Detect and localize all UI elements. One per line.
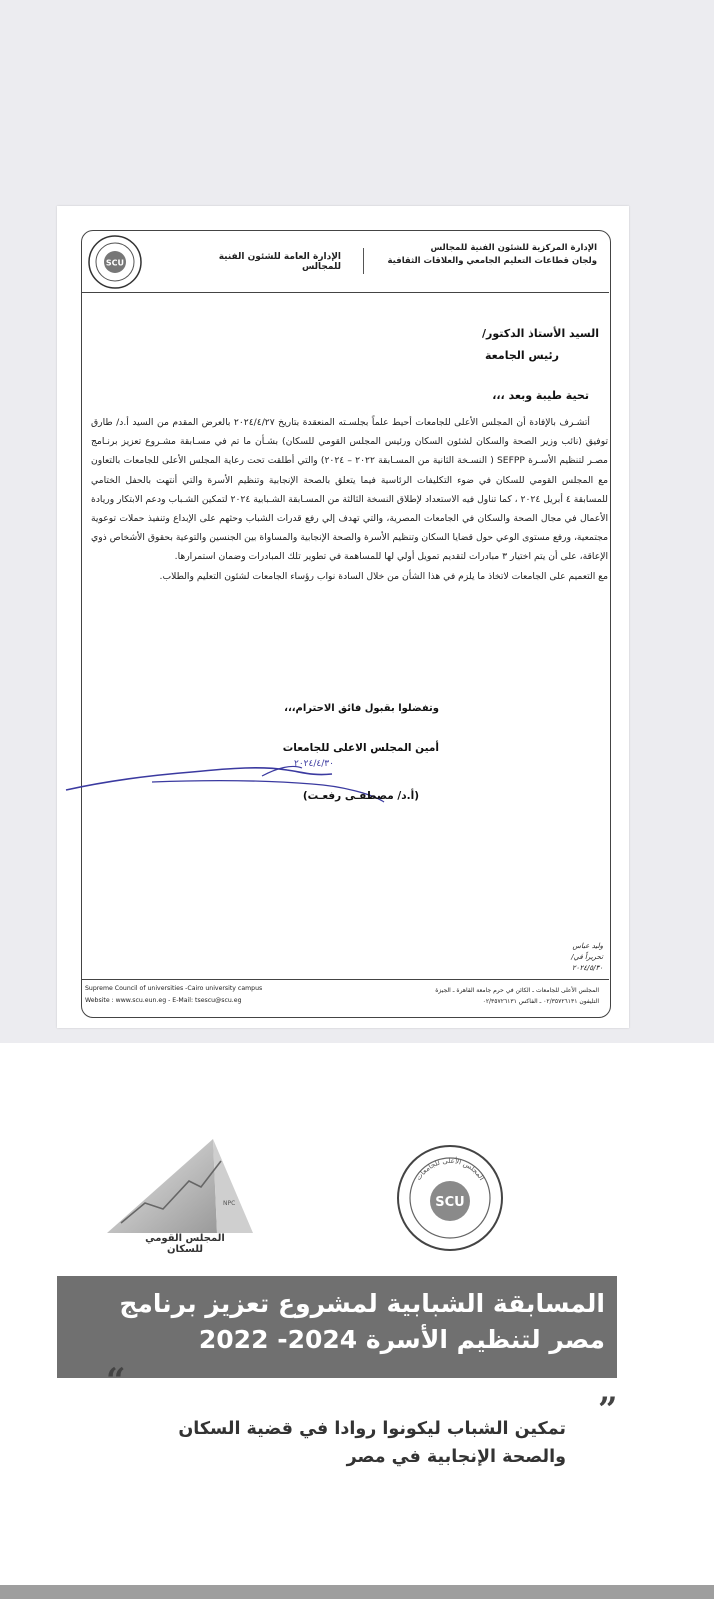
large-seal-text: SCU xyxy=(435,1195,465,1210)
header-right-line1: الإدارة المركزية للشئون الفنية للمجالس xyxy=(430,243,597,253)
slogan-quote xyxy=(146,1415,566,1471)
footer-website: Website : www.scu.eun.eg - E-Mail: tsescu@scu.eg xyxy=(85,997,242,1004)
npc-pyramid-logo xyxy=(105,1135,255,1235)
footer-phone-ar: التليفون ٠٢/٣٥٧٢٦١٣١ ـ الفاكس ٠٢/٣٥٧٢٦١٣١ xyxy=(482,998,599,1005)
banner-line2: مصر لتنظيم الأسرة 2024- 2022 xyxy=(198,1325,605,1354)
header-divider xyxy=(363,248,364,274)
body-paragraph-1: أتشـرف بالإفادة أن المجلس الأعلى للجامعات أحيط علماً بجلسـته المنعقدة بتاريخ ٢٠٢٤/٤/٢٧ بالعرض المقدم من السيد أ.د/ طارق توفيق (نائب وزير الصحة والسكان لشئون السكان ورئيس المجلس القومي للسكان) بشـأن ما تم في مسـابقة مشـروع تعزيز برنـامج مصـر لتنظيم الأسـرة SEFPP ( النسـخة الثانية من المسـابقة ٢٠٢٢ – ٢٠٢٤) والتي أطلقت تحت رعاية المجلس الأعلى للجامعات بالتعاون مع المجلس القومي للسكان في ضوء التكليفات الرئاسية فيما يتعلق بالصحة الإنجابية وتنظيم الأسرة والتي أنتهت بالحفل الختامي للمسابقة ٤ أبريل ٢٠٢٤ ، كما تناول فيه الاستعداد لإطلاق النسخة الثالثة من المسـابقة الشـبابية ٢٠٢٤ لتمكين الشـباب ودعم الابتكار وريادة الأعمال في مجال الصحة والسكان في الجامعات المصرية، والتي تهدف إلي رفع قدرات الشباب وحثهم على الإبداع وتنفيذ حملات توعوية مجتمعية، ورفع مستوى الوعي حول قضايا السكان وتنظيم الأسرة والصحة الإنجابية والمساواة بين الجنسين والتوعية بحقوق الأشخاص ذوي الإعاقة، على أن يتم اختيار ٣ مبادرات لتقديم تمويل أولي لها للمساهمة في تطوير تلك المبادرات وضمان استمرارها. xyxy=(91,417,608,563)
official-letter xyxy=(57,206,629,1028)
header-right-line2: ولجان قطاعات التعليم الجامعي والعلاقات الثقافية xyxy=(387,256,597,266)
scu-large-seal-icon xyxy=(395,1143,505,1253)
footer-address-en: Supreme Council of universities -Cairo university campus xyxy=(85,985,263,992)
handwritten-date: ٢٠٢٤/٤/٣٠ xyxy=(294,759,334,769)
poster-section xyxy=(0,1043,714,1599)
quote-open-mark: ” xyxy=(598,1390,618,1430)
slogan-line2: والصحة الإنجابية في مصر xyxy=(346,1447,566,1467)
addressee-role: رئيس الجامعة xyxy=(485,349,559,362)
addressee-title: السيد الأستاذ الدكتور/ xyxy=(481,327,599,340)
seal-ring-text: المجلس الأعلى للجامعات xyxy=(414,1156,486,1182)
header-department: الإدارة العامة للشئون الفنية للمجالس xyxy=(218,252,341,272)
signatory-title: أمين المجلس الاعلى للجامعات xyxy=(282,742,439,754)
writer-name: وليد عباس xyxy=(572,942,603,950)
npc-tag: NPC xyxy=(223,1200,236,1207)
body-paragraph-2: مع التعميم على الجامعات لاتخاذ ما يلزم في هذا الشأن من خلال السادة نواب رؤساء الجامعات لشئون التعليم والطلاب. xyxy=(159,570,608,582)
writer-date: تحريراً في/ ٢٠٢٤/٥/٣٠ xyxy=(571,953,603,972)
writer-block xyxy=(551,941,603,974)
header-central-admin xyxy=(377,242,597,268)
footer-address-ar: المجلس الأعلى للجامعات ـ الكائن في حرم جامعة القاهرة ـ الجيزة xyxy=(435,987,599,994)
addressee xyxy=(299,323,599,367)
scu-seal-icon xyxy=(87,234,143,290)
quote-close-mark: “ xyxy=(106,1361,126,1401)
letter-header xyxy=(81,230,609,293)
npc-label: المجلس القومي للسكان xyxy=(145,1233,225,1255)
footer-contact-en xyxy=(85,983,262,1007)
letter-body xyxy=(91,413,608,586)
letter-footer xyxy=(81,979,609,1014)
seal-text: SCU xyxy=(105,258,125,268)
banner-title xyxy=(65,1286,605,1358)
footer-contact-ar xyxy=(435,985,599,1007)
closing: وتفضلوا بقبول فائق الاحترام،،، xyxy=(284,703,439,714)
slogan-line1: تمكين الشباب ليكونوا روادا في قضية السكان xyxy=(178,1419,566,1439)
bottom-strip xyxy=(0,1585,714,1599)
greeting: تحية طيبة وبعد ،،، xyxy=(492,389,589,402)
title-banner xyxy=(57,1276,617,1378)
signatory-name: (أ.د/ مصطفـى رفعـت) xyxy=(302,790,419,802)
banner-line1: المسابقة الشبابية لمشروع تعزيز برنامج xyxy=(119,1289,605,1318)
